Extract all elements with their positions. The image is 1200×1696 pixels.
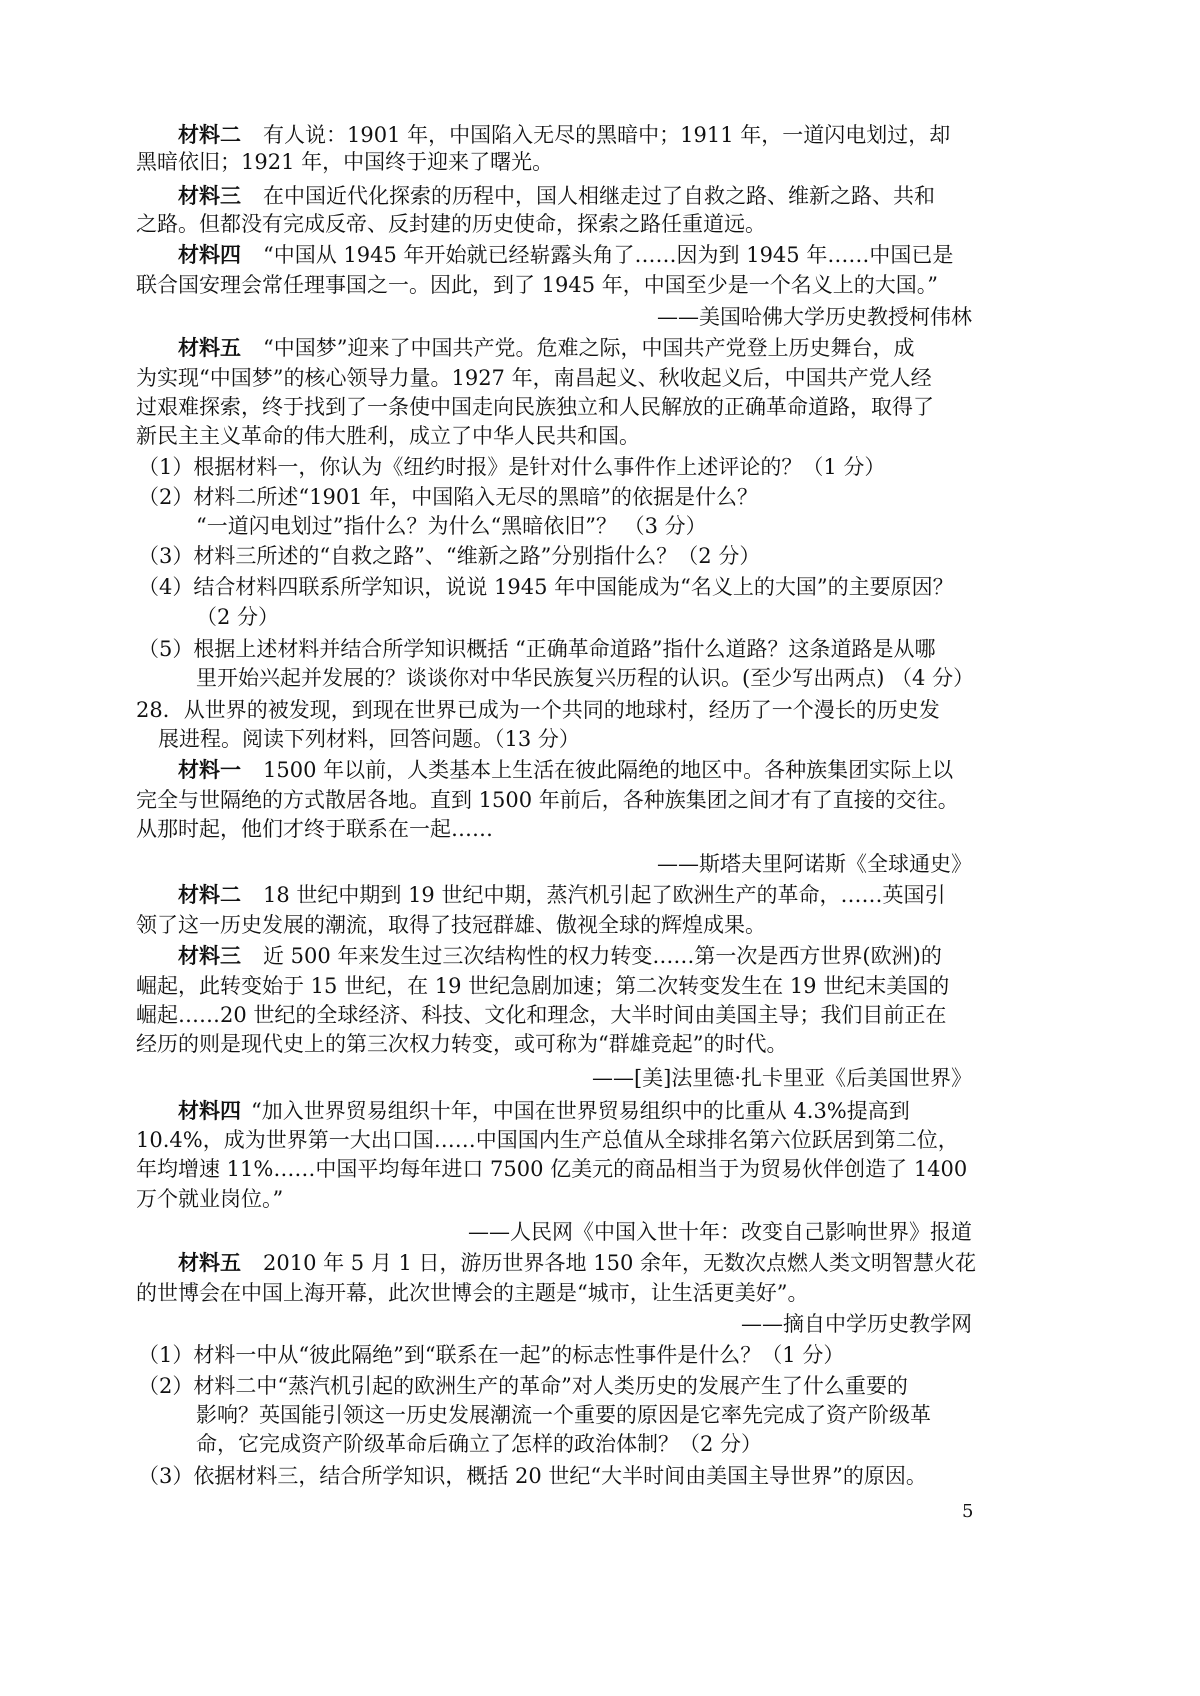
material-text: 为实现“中国梦”的核心领导力量。1927 年，南昌起义、秋收起义后，中国共产党人经 xyxy=(136,366,932,390)
material-text: 近 500 年来发生过三次结构性的权力转变……第一次是西方世界(欧洲)的 xyxy=(263,944,942,968)
material-text: 经历的则是现代史上的第三次权力转变，或可称为“群雄竞起”的时代。 xyxy=(136,1032,788,1056)
question-intro: 展进程。阅读下列材料，回答问题。（13 分） xyxy=(158,727,580,751)
material-text: 在中国近代化探索的历程中，国人相继走过了自救之路、维新之路、共和 xyxy=(263,184,935,208)
material-label: 材料五 xyxy=(178,335,241,360)
question-text: 影响？英国能引领这一历史发展潮流一个重要的原因是它率先完成了资产阶级革 xyxy=(196,1403,931,1427)
material-block xyxy=(178,1096,910,1126)
material-source: ——美国哈佛大学历史教授柯伟林 xyxy=(657,305,972,329)
material-label: 材料四 xyxy=(178,242,241,267)
question-text: （5）根据上述材料并结合所学知识概括 “正确革命道路”指什么道路？这条道路是从哪 xyxy=(138,637,936,661)
material-text: 联合国安理会常任理事国之一。因此，到了 1945 年，中国至少是一个名义上的大国。” xyxy=(136,273,939,297)
material-text: 黑暗依旧；1921 年，中国终于迎来了曙光。 xyxy=(136,150,554,174)
material-text: “中国从 1945 年开始就已经崭露头角了……因为到 1945 年……中国已是 xyxy=(263,243,954,267)
page-number: 5 xyxy=(962,1501,974,1522)
question-text: （2 分） xyxy=(196,605,280,629)
material-label: 材料二 xyxy=(178,122,241,147)
material-text: 2010 年 5 月 1 日，游历世界各地 150 余年，无数次点燃人类文明智慧火花 xyxy=(263,1251,976,1275)
material-text: 新民主主义革命的伟大胜利，成立了中华人民共和国。 xyxy=(136,424,640,448)
material-text: 从那时起，他们才终于联系在一起…… xyxy=(136,817,493,841)
question-intro: 28．从世界的被发现，到现在世界已成为一个共同的地球村，经历了一个漫长的历史发 xyxy=(136,698,940,722)
material-block xyxy=(178,755,953,785)
material-text: 的世博会在中国上海开幕，此次世博会的主题是“城市，让生活更美好”。 xyxy=(136,1281,809,1305)
material-block xyxy=(178,1248,976,1278)
question-text: （4）结合材料四联系所学知识，说说 1945 年中国能成为“名义上的大国”的主要原因？ xyxy=(138,575,954,599)
material-text: 完全与世隔绝的方式散居各地。直到 1500 年前后，各种族集团之间才有了直接的交往。 xyxy=(136,788,959,812)
material-block xyxy=(178,240,953,270)
material-label: 材料一 xyxy=(178,757,241,782)
material-text: “加入世界贸易组织十年，中国在世界贸易组织中的比重从 4.3%提高到 xyxy=(251,1099,910,1123)
material-text: 崛起，此转变始于 15 世纪，在 19 世纪急剧加速；第二次转变发生在 19 世纪末美国的 xyxy=(136,974,950,998)
material-label: 材料四 xyxy=(178,1098,241,1123)
question-text: （3）依据材料三，结合所学知识，概括 20 世纪“大半时间由美国主导世界”的原因。 xyxy=(138,1464,927,1488)
material-label: 材料五 xyxy=(178,1250,241,1275)
material-text: 过艰难探索，终于找到了一条使中国走向民族独立和人民解放的正确革命道路，取得了 xyxy=(136,395,934,419)
material-source: ——人民网《中国入世十年：改变自己影响世界》报道 xyxy=(468,1220,972,1244)
material-text: 18 世纪中期到 19 世纪中期，蒸汽机引起了欧洲生产的革命，……英国引 xyxy=(263,883,946,907)
question-text: （3）材料三所述的“自救之路”、“维新之路”分别指什么？（2 分） xyxy=(138,544,761,568)
material-label: 材料二 xyxy=(178,882,241,907)
material-block xyxy=(178,181,935,211)
material-label: 材料三 xyxy=(178,943,241,968)
question-text: 命，它完成资产阶级革命后确立了怎样的政治体制？（2 分） xyxy=(196,1432,763,1456)
material-text: 崛起……20 世纪的全球经济、科技、文化和理念，大半时间由美国主导；我们目前正在 xyxy=(136,1003,947,1027)
material-text: “中国梦”迎来了中国共产党。危难之际，中国共产党登上历史舞台，成 xyxy=(263,336,915,360)
material-source: ——斯塔夫里阿诺斯《全球通史》 xyxy=(657,852,972,876)
material-text: 年均增速 11%……中国平均每年进口 7500 亿美元的商品相当于为贸易伙伴创造了 1400 xyxy=(136,1157,968,1181)
question-text: 里开始兴起并发展的？谈谈你对中华民族复兴历程的认识。(至少写出两点) （4 分） xyxy=(196,666,975,690)
material-text: 10.4%，成为世界第一大出口国……中国国内生产总值从全球排名第六位跃居到第二位， xyxy=(136,1128,959,1152)
question-text: （2）材料二中“蒸汽机引起的欧洲生产的革命”对人类历史的发展产生了什么重要的 xyxy=(138,1374,908,1398)
question-text: （1）根据材料一，你认为《纽约时报》是针对什么事件作上述评论的？（1 分） xyxy=(138,455,886,479)
material-text: 领了这一历史发展的潮流，取得了技冠群雄、傲视全球的辉煌成果。 xyxy=(136,913,766,937)
material-text: 之路。但都没有完成反帝、反封建的历史使命，探索之路任重道远。 xyxy=(136,212,766,236)
material-text: 有人说：1901 年，中国陷入无尽的黑暗中；1911 年，一道闪电划过，却 xyxy=(263,123,951,147)
material-block xyxy=(178,333,914,363)
question-text: （2）材料二所述“1901 年，中国陷入无尽的黑暗”的依据是什么？ xyxy=(138,485,758,509)
material-source: ——摘自中学历史教学网 xyxy=(741,1312,972,1336)
material-source: ——[美]法里德·扎卡里亚《后美国世界》 xyxy=(591,1066,972,1090)
material-block xyxy=(178,120,950,150)
material-text: 万个就业岗位。” xyxy=(136,1187,284,1211)
material-text: 1500 年以前，人类基本上生活在彼此隔绝的地区中。各种族集团实际上以 xyxy=(263,758,954,782)
material-label: 材料三 xyxy=(178,183,241,208)
question-text: “一道闪电划过”指什么？为什么“黑暗依旧”？ （3 分） xyxy=(196,514,707,538)
material-block xyxy=(178,880,945,910)
question-text: （1）材料一中从“彼此隔绝”到“联系在一起”的标志性事件是什么？（1 分） xyxy=(138,1343,845,1367)
material-block xyxy=(178,941,942,971)
